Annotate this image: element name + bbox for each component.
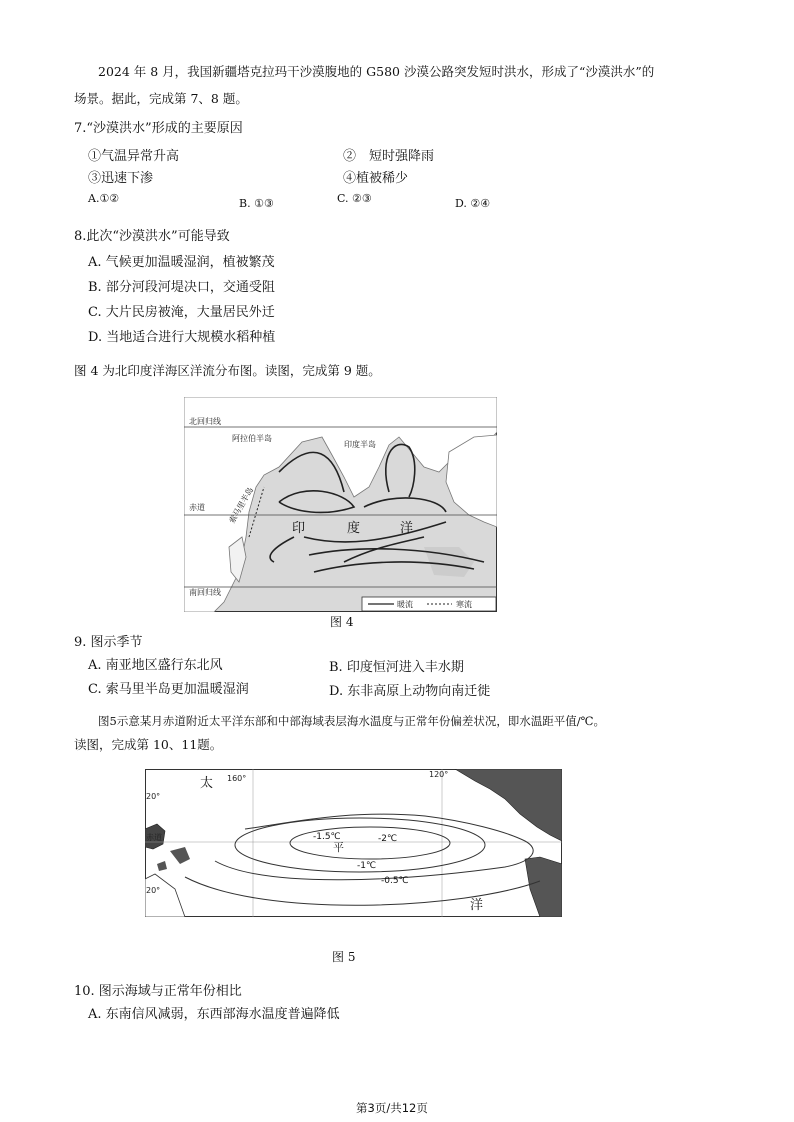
q9-option-a: A. 南亚地区盛行东北风 bbox=[88, 658, 223, 673]
fig5-contour-minus-0-5: -0.5℃ bbox=[381, 876, 409, 886]
fig5-contour-minus-1-5: -1.5℃ bbox=[313, 832, 341, 842]
fig5-label-lat20n: 20° bbox=[146, 792, 161, 801]
q7-item-2: ② 短时强降雨 bbox=[343, 149, 435, 164]
fig4-label-arabia: 阿拉伯半岛 bbox=[232, 434, 272, 443]
q8-option-b: B. 部分河段河堤决口，交通受阻 bbox=[88, 280, 275, 295]
fig4-legend-warm: 暖流 bbox=[397, 600, 413, 609]
fig5-caption: 图 5 bbox=[332, 950, 356, 964]
page-footer: 第3页/共12页 bbox=[356, 1101, 428, 1115]
q7-option-d: D. ②④ bbox=[455, 197, 491, 210]
q9-option-b: B. 印度恒河进入丰水期 bbox=[329, 660, 464, 675]
fig5-label-ping: 平 bbox=[333, 841, 344, 854]
q7-item-4: ④植被稀少 bbox=[343, 171, 409, 186]
q7-option-a: A.①② bbox=[88, 192, 120, 205]
fig5-intro-2: 读图，完成第 10、11题。 bbox=[74, 737, 223, 752]
q7-option-c: C. ②③ bbox=[337, 192, 372, 205]
q8-option-c: C. 大片民房被淹，大量居民外迁 bbox=[88, 305, 275, 320]
fig4-legend-cold: 寒流 bbox=[456, 600, 472, 609]
q8-option-d: D. 当地适合进行大规模水稻种植 bbox=[88, 330, 276, 345]
fig4-label-equator: 赤道 bbox=[189, 503, 205, 512]
q8-option-a: A. 气候更加温暖湿润，植被繁茂 bbox=[88, 255, 275, 270]
intro-line-1: 2024 年 8 月，我国新疆塔克拉玛干沙漠腹地的 G580 沙漠公路突发短时洪水，形成了“沙漠洪水”的 bbox=[98, 64, 655, 79]
q10-stem: 10. 图示海域与正常年份相比 bbox=[74, 984, 242, 999]
fig5-contour-minus-1: -1℃ bbox=[357, 861, 377, 871]
fig5-intro-1: 图5示意某月赤道附近太平洋东部和中部海域表层海水温度与正常年份偏差状况，即水温距平值/℃。 bbox=[98, 714, 606, 728]
q9-option-c: C. 索马里半岛更加温暖湿润 bbox=[88, 682, 249, 697]
pacific-sst-anomaly-map bbox=[145, 769, 562, 917]
fig5-label-tai: 太 bbox=[200, 776, 214, 791]
fig5-label-equator: 赤道 bbox=[146, 833, 162, 842]
fig4-label-tropic-s: 南回归线 bbox=[189, 588, 221, 597]
fig5-contour-minus-2: -2℃ bbox=[378, 834, 398, 844]
indian-ocean-current-map bbox=[184, 397, 497, 612]
fig5-label-yang: 洋 bbox=[470, 898, 484, 913]
fig4-label-ocean-3: 洋 bbox=[400, 521, 414, 536]
fig4-label-ocean-2: 度 bbox=[347, 521, 361, 536]
fig4-label-tropic-n: 北回归线 bbox=[189, 417, 221, 426]
q7-item-3: ③迅速下渗 bbox=[88, 171, 154, 186]
q10-option-a: A. 东南信风减弱，东西部海水温度普遍降低 bbox=[88, 1007, 340, 1022]
fig4-caption: 图 4 bbox=[330, 615, 354, 629]
q7-stem: 7.“沙漠洪水”形成的主要原因 bbox=[74, 121, 243, 136]
fig5-label-lon160: 160° bbox=[227, 774, 247, 783]
fig5-label-lon120: 120° bbox=[429, 770, 449, 779]
q8-stem: 8.此次“沙漠洪水”可能导致 bbox=[74, 229, 230, 244]
fig4-label-somali: 索马里半岛 bbox=[227, 485, 256, 525]
fig4-label-india: 印度半岛 bbox=[344, 440, 376, 449]
q9-stem: 9. 图示季节 bbox=[74, 635, 143, 650]
q9-option-d: D. 东非高原上动物向南迁徙 bbox=[329, 684, 491, 699]
q7-option-b: B. ①③ bbox=[239, 197, 274, 210]
fig4-label-ocean-1: 印 bbox=[292, 521, 306, 536]
intro-line-2: 场景。据此，完成第 7、8 题。 bbox=[74, 91, 248, 106]
fig5-label-lat20s: 20° bbox=[146, 886, 161, 895]
q7-item-1: ①气温异常升高 bbox=[88, 149, 180, 164]
fig4-intro: 图 4 为北印度洋海区洋流分布图。读图，完成第 9 题。 bbox=[74, 363, 381, 378]
